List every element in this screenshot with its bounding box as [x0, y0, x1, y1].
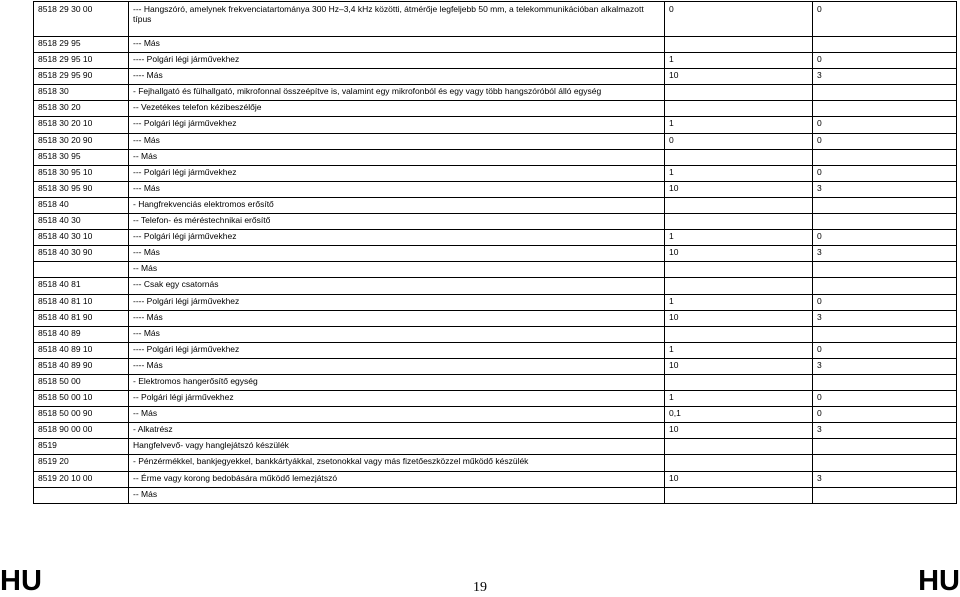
- description-cell: - Elektromos hangerősítő egység: [129, 374, 665, 390]
- rate-a-cell: 1: [665, 53, 813, 69]
- description-cell: --- Polgári légi járművekhez: [129, 165, 665, 181]
- description-cell: --- Hangszóró, amelynek frekvenciatartománya 300 Hz–3,4 kHz közötti, átmérője legfeljebb 50 mm, a telekommunikációban alkalmazott típus: [129, 2, 665, 37]
- rate-b-cell: 3: [813, 246, 957, 262]
- code-cell: 8518 30 20 10: [34, 117, 129, 133]
- rate-b-cell: [813, 455, 957, 471]
- rate-b-cell: [813, 214, 957, 230]
- rate-a-cell: [665, 197, 813, 213]
- rate-a-cell: 1: [665, 230, 813, 246]
- code-cell: 8518 29 95 10: [34, 53, 129, 69]
- description-cell: - Fejhallgató és fülhallgató, mikrofonnal összeépítve is, valamint egy mikrofonból és egy vagy több hangszóróból álló egység: [129, 85, 665, 101]
- rate-b-cell: 3: [813, 423, 957, 439]
- rate-a-cell: 0: [665, 2, 813, 37]
- rate-b-cell: [813, 278, 957, 294]
- table-row: [34, 2, 957, 37]
- table-row: [34, 133, 957, 149]
- table-row: [34, 214, 957, 230]
- rate-a-cell: [665, 278, 813, 294]
- table-row: [34, 37, 957, 53]
- rate-a-cell: [665, 487, 813, 503]
- rate-a-cell: [665, 326, 813, 342]
- rate-b-cell: [813, 37, 957, 53]
- rate-b-cell: [813, 149, 957, 165]
- description-cell: ---- Polgári légi járművekhez: [129, 342, 665, 358]
- description-cell: -- Más: [129, 149, 665, 165]
- rate-b-cell: 0: [813, 230, 957, 246]
- rate-b-cell: [813, 85, 957, 101]
- rate-b-cell: 0: [813, 294, 957, 310]
- tariff-table-body: [34, 2, 957, 504]
- rate-a-cell: 1: [665, 342, 813, 358]
- rate-a-cell: 10: [665, 181, 813, 197]
- rate-a-cell: [665, 439, 813, 455]
- code-cell: 8518 40: [34, 197, 129, 213]
- code-cell: 8518 50 00 90: [34, 407, 129, 423]
- code-cell: 8518 30 20 90: [34, 133, 129, 149]
- code-cell: 8518 30: [34, 85, 129, 101]
- description-cell: ---- Más: [129, 310, 665, 326]
- rate-a-cell: 10: [665, 246, 813, 262]
- rate-b-cell: [813, 439, 957, 455]
- description-cell: ---- Polgári légi járművekhez: [129, 53, 665, 69]
- description-cell: -- Telefon- és méréstechnikai erősítő: [129, 214, 665, 230]
- rate-a-cell: 1: [665, 391, 813, 407]
- rate-a-cell: [665, 37, 813, 53]
- table-row: [34, 310, 957, 326]
- table-row: [34, 342, 957, 358]
- rate-a-cell: [665, 262, 813, 278]
- table-row: [34, 407, 957, 423]
- rate-b-cell: 0: [813, 407, 957, 423]
- table-row: [34, 262, 957, 278]
- description-cell: --- Más: [129, 37, 665, 53]
- rate-a-cell: 10: [665, 423, 813, 439]
- description-cell: -- Más: [129, 407, 665, 423]
- description-cell: --- Csak egy csatornás: [129, 278, 665, 294]
- rate-a-cell: [665, 101, 813, 117]
- code-cell: 8518 40 81 10: [34, 294, 129, 310]
- table-row: [34, 197, 957, 213]
- table-row: [34, 53, 957, 69]
- rate-a-cell: 1: [665, 165, 813, 181]
- rate-b-cell: 0: [813, 133, 957, 149]
- code-cell: 8518 40 89: [34, 326, 129, 342]
- rate-b-cell: [813, 487, 957, 503]
- rate-a-cell: [665, 214, 813, 230]
- description-cell: -- Más: [129, 487, 665, 503]
- code-cell: 8518 29 30 00: [34, 2, 129, 37]
- rate-a-cell: 1: [665, 117, 813, 133]
- rate-a-cell: 1: [665, 294, 813, 310]
- table-row: [34, 326, 957, 342]
- table-row: [34, 101, 957, 117]
- description-cell: -- Más: [129, 262, 665, 278]
- code-cell: 8518 30 95 90: [34, 181, 129, 197]
- tariff-table: [33, 1, 957, 504]
- rate-b-cell: 0: [813, 117, 957, 133]
- code-cell: 8518 40 81 90: [34, 310, 129, 326]
- code-cell: 8518 40 30 10: [34, 230, 129, 246]
- footer-language-left: HU: [0, 565, 42, 597]
- rate-b-cell: 3: [813, 181, 957, 197]
- table-row: [34, 85, 957, 101]
- page-number: 19: [473, 580, 487, 595]
- table-row: [34, 374, 957, 390]
- code-cell: 8518 40 30: [34, 214, 129, 230]
- table-row: [34, 439, 957, 455]
- description-cell: --- Más: [129, 326, 665, 342]
- rate-a-cell: 10: [665, 358, 813, 374]
- rate-a-cell: 10: [665, 471, 813, 487]
- table-row: [34, 117, 957, 133]
- code-cell: 8518 29 95 90: [34, 69, 129, 85]
- table-row: [34, 294, 957, 310]
- code-cell: 8518 40 81: [34, 278, 129, 294]
- code-cell: [34, 262, 129, 278]
- rate-b-cell: [813, 101, 957, 117]
- description-cell: --- Más: [129, 181, 665, 197]
- description-cell: -- Vezetékes telefon kézibeszélője: [129, 101, 665, 117]
- table-row: [34, 149, 957, 165]
- rate-b-cell: 0: [813, 165, 957, 181]
- footer-language-right: HU: [918, 565, 960, 597]
- description-cell: --- Más: [129, 246, 665, 262]
- description-cell: - Alkatrész: [129, 423, 665, 439]
- description-cell: ---- Polgári légi járművekhez: [129, 294, 665, 310]
- description-cell: - Hangfrekvenciás elektromos erősítő: [129, 197, 665, 213]
- code-cell: 8518 40 89 90: [34, 358, 129, 374]
- code-cell: 8518 40 30 90: [34, 246, 129, 262]
- table-row: [34, 181, 957, 197]
- description-cell: -- Érme vagy korong bedobására működő lemezjátszó: [129, 471, 665, 487]
- table-row: [34, 455, 957, 471]
- rate-a-cell: 0: [665, 133, 813, 149]
- rate-a-cell: 10: [665, 69, 813, 85]
- rate-b-cell: [813, 197, 957, 213]
- code-cell: 8518 30 20: [34, 101, 129, 117]
- rate-b-cell: [813, 262, 957, 278]
- description-cell: Hangfelvevő- vagy hanglejátszó készülék: [129, 439, 665, 455]
- description-cell: ---- Más: [129, 69, 665, 85]
- rate-a-cell: [665, 455, 813, 471]
- rate-a-cell: [665, 374, 813, 390]
- rate-a-cell: [665, 149, 813, 165]
- table-row: [34, 487, 957, 503]
- rate-b-cell: 0: [813, 391, 957, 407]
- table-row: [34, 165, 957, 181]
- code-cell: 8518 90 00 00: [34, 423, 129, 439]
- table-row: [34, 391, 957, 407]
- code-cell: 8519 20 10 00: [34, 471, 129, 487]
- rate-a-cell: 0,1: [665, 407, 813, 423]
- description-cell: ---- Más: [129, 358, 665, 374]
- description-cell: --- Polgári légi járművekhez: [129, 117, 665, 133]
- table-row: [34, 69, 957, 85]
- description-cell: -- Polgári légi járművekhez: [129, 391, 665, 407]
- code-cell: [34, 487, 129, 503]
- code-cell: 8519: [34, 439, 129, 455]
- code-cell: 8519 20: [34, 455, 129, 471]
- description-cell: --- Más: [129, 133, 665, 149]
- rate-b-cell: 0: [813, 2, 957, 37]
- code-cell: 8518 40 89 10: [34, 342, 129, 358]
- code-cell: 8518 50 00 10: [34, 391, 129, 407]
- code-cell: 8518 30 95: [34, 149, 129, 165]
- table-row: [34, 230, 957, 246]
- table-row: [34, 358, 957, 374]
- rate-b-cell: 3: [813, 310, 957, 326]
- rate-a-cell: 10: [665, 310, 813, 326]
- rate-b-cell: 3: [813, 358, 957, 374]
- code-cell: 8518 50 00: [34, 374, 129, 390]
- table-row: [34, 246, 957, 262]
- table-row: [34, 423, 957, 439]
- rate-b-cell: 0: [813, 53, 957, 69]
- rate-a-cell: [665, 85, 813, 101]
- description-cell: - Pénzérmékkel, bankjegyekkel, bankkártyákkal, zsetonokkal vagy más fizetőeszközzel működő készülék: [129, 455, 665, 471]
- description-cell: --- Polgári légi járművekhez: [129, 230, 665, 246]
- rate-b-cell: [813, 374, 957, 390]
- rate-b-cell: 0: [813, 342, 957, 358]
- code-cell: 8518 30 95 10: [34, 165, 129, 181]
- table-row: [34, 471, 957, 487]
- rate-b-cell: 3: [813, 69, 957, 85]
- rate-b-cell: 3: [813, 471, 957, 487]
- table-row: [34, 278, 957, 294]
- code-cell: 8518 29 95: [34, 37, 129, 53]
- rate-b-cell: [813, 326, 957, 342]
